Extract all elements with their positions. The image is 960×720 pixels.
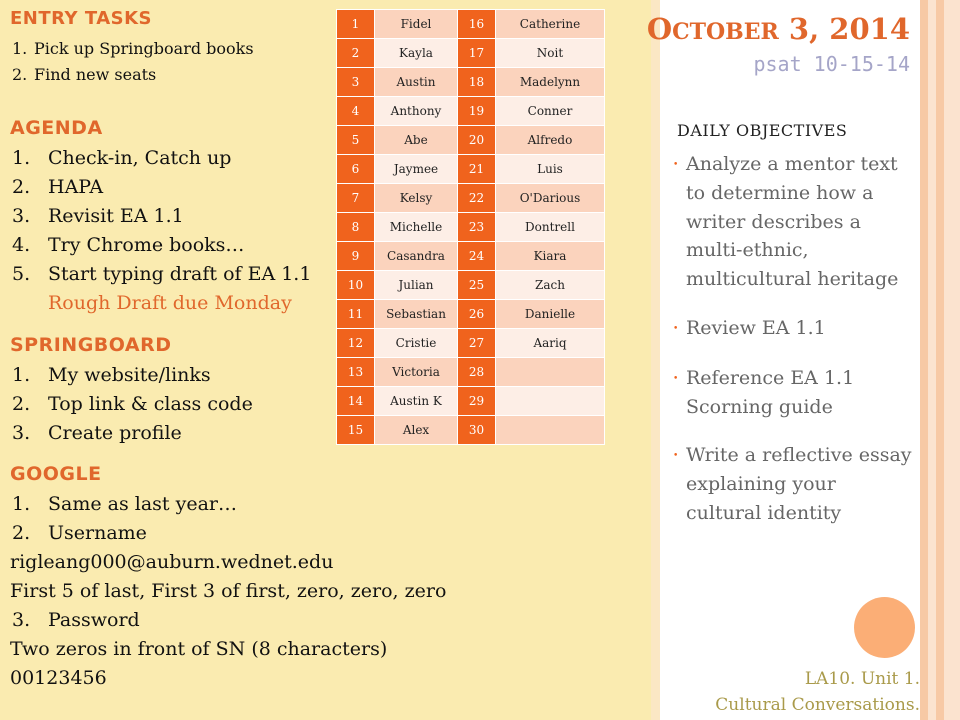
list-item: 1. My website/links — [12, 364, 211, 386]
roster-number: 9 — [337, 242, 375, 271]
roster-number: 18 — [458, 68, 496, 97]
roster-name: Danielle — [496, 300, 605, 329]
roster-number: 1 — [337, 10, 375, 39]
roster-name: Kayla — [375, 39, 458, 68]
google-list — [12, 490, 237, 548]
list-item: • Reference EA 1.1 Scorning guide — [673, 366, 855, 418]
list-item: 3. Create profile — [12, 422, 182, 444]
roster-name: O'Darious — [496, 184, 605, 213]
username-rule: First 5 of last, First 3 of first, zero, zero, zero — [10, 580, 447, 602]
list-item: • Review EA 1.1 — [673, 314, 913, 344]
roster-number: 12 — [337, 329, 375, 358]
objectives-title: DAILY OBJECTIVES — [677, 121, 848, 140]
roster-name: Noit — [496, 39, 605, 68]
roster-name: Victoria — [375, 358, 458, 387]
roster-name — [496, 416, 605, 445]
roster-name — [496, 358, 605, 387]
roster-number: 26 — [458, 300, 496, 329]
agenda-list — [12, 144, 311, 318]
roster-name: Jaymee — [375, 155, 458, 184]
roster-number: 28 — [458, 358, 496, 387]
footer-line1: LA10. Unit 1. — [804, 669, 920, 689]
divider-strip — [651, 0, 660, 720]
bullet-icon: • — [673, 373, 679, 384]
rough-draft-note: Rough Draft due Monday — [48, 292, 292, 314]
list-item: 2. Find new seats — [12, 65, 157, 84]
list-item: 3. Revisit EA 1.1 — [12, 205, 184, 227]
roster-table — [336, 9, 605, 445]
table-row — [337, 68, 605, 97]
page-subtitle: psat 10-15-14 — [753, 52, 910, 76]
entry-tasks-title: ENTRY TASKS — [10, 8, 153, 29]
table-row — [337, 300, 605, 329]
roster-name: Cristie — [375, 329, 458, 358]
roster-name: Julian — [375, 271, 458, 300]
roster-name: Sebastian — [375, 300, 458, 329]
roster-name: Aariq — [496, 329, 605, 358]
decor-circle — [854, 597, 915, 658]
roster-number: 20 — [458, 126, 496, 155]
decor-stripe — [944, 0, 960, 720]
table-row — [337, 97, 605, 126]
roster-number: 13 — [337, 358, 375, 387]
roster-number: 25 — [458, 271, 496, 300]
list-item: 3. Password — [12, 609, 140, 631]
bullet-icon: • — [673, 323, 679, 334]
bullet-icon: • — [673, 160, 679, 170]
roster-name: Michelle — [375, 213, 458, 242]
google-title: GOOGLE — [10, 463, 102, 485]
roster-name: Alfredo — [496, 126, 605, 155]
roster-name: Abe — [375, 126, 458, 155]
entry-tasks-list — [12, 36, 254, 88]
objectives-list — [673, 150, 913, 548]
roster-number: 16 — [458, 10, 496, 39]
list-item: 2. Top link & class code — [12, 393, 253, 415]
table-row — [337, 242, 605, 271]
decor-stripe — [920, 0, 928, 720]
roster-name: Zach — [496, 271, 605, 300]
roster-number: 17 — [458, 39, 496, 68]
roster-number: 2 — [337, 39, 375, 68]
decor-stripe — [928, 0, 936, 720]
google-details — [10, 548, 446, 693]
roster-number: 24 — [458, 242, 496, 271]
list-item: 5. Start typing draft of EA 1.1 — [12, 263, 312, 285]
table-row — [337, 155, 605, 184]
list-item: 1. Same as last year… — [12, 493, 237, 515]
list-item: 4. Try Chrome books… — [12, 234, 245, 256]
roster-name: Madelynn — [496, 68, 605, 97]
bullet-icon: • — [673, 451, 679, 462]
roster-number: 29 — [458, 387, 496, 416]
roster-number: 30 — [458, 416, 496, 445]
roster-name: Luis — [496, 155, 605, 184]
table-row — [337, 271, 605, 300]
table-row — [337, 329, 605, 358]
roster-name: Fidel — [375, 10, 458, 39]
table-row — [337, 39, 605, 68]
password-rule: Two zeros in front of SN (8 characters) — [10, 638, 388, 660]
list-item: 2. HAPA — [12, 176, 104, 198]
footer-line2: Cultural Conversations. — [715, 695, 920, 715]
roster-number: 19 — [458, 97, 496, 126]
table-row — [337, 184, 605, 213]
roster-name — [496, 387, 605, 416]
list-item: 1. Check-in, Catch up — [12, 147, 232, 169]
roster-name: Anthony — [375, 97, 458, 126]
roster-number: 15 — [337, 416, 375, 445]
roster-number: 3 — [337, 68, 375, 97]
roster-number: 11 — [337, 300, 375, 329]
roster-name: Casandra — [375, 242, 458, 271]
table-row — [337, 387, 605, 416]
list-item: • Write a reflective essay explaining your cultural identity — [673, 444, 912, 524]
roster-name: Kelsy — [375, 184, 458, 213]
springboard-list — [12, 361, 253, 448]
list-item — [12, 289, 311, 318]
list-item: 2. Username — [12, 522, 147, 544]
roster-number: 7 — [337, 184, 375, 213]
roster-name: Alex — [375, 416, 458, 445]
table-row — [337, 126, 605, 155]
table-row — [337, 10, 605, 39]
roster-number: 27 — [458, 329, 496, 358]
agenda-title: AGENDA — [10, 117, 103, 139]
springboard-title: SPRINGBOARD — [10, 334, 172, 356]
roster-name: Kiara — [496, 242, 605, 271]
username-text: rigleang000@auburn.wednet.edu — [10, 551, 334, 573]
password-example: 00123456 — [10, 667, 107, 689]
list-item: 1. Pick up Springboard books — [12, 39, 254, 58]
roster-number: 4 — [337, 97, 375, 126]
roster-name: Austin — [375, 68, 458, 97]
roster-name: Austin K — [375, 387, 458, 416]
list-item: • Analyze a mentor text to determine how a writer describes a multi-ethnic, multicultural heritage — [673, 153, 899, 291]
roster-number: 22 — [458, 184, 496, 213]
roster-name: Catherine — [496, 10, 605, 39]
roster-number: 23 — [458, 213, 496, 242]
table-row — [337, 416, 605, 445]
footer — [715, 666, 920, 718]
decor-stripe — [936, 0, 944, 720]
roster-number: 14 — [337, 387, 375, 416]
roster-number: 8 — [337, 213, 375, 242]
roster-number: 6 — [337, 155, 375, 184]
page-title: OCTOBER 3, 2014 — [646, 12, 910, 46]
roster-number: 21 — [458, 155, 496, 184]
roster-name: Dontrell — [496, 213, 605, 242]
roster-number: 5 — [337, 126, 375, 155]
table-row — [337, 213, 605, 242]
roster-name: Conner — [496, 97, 605, 126]
roster-number: 10 — [337, 271, 375, 300]
table-row — [337, 358, 605, 387]
